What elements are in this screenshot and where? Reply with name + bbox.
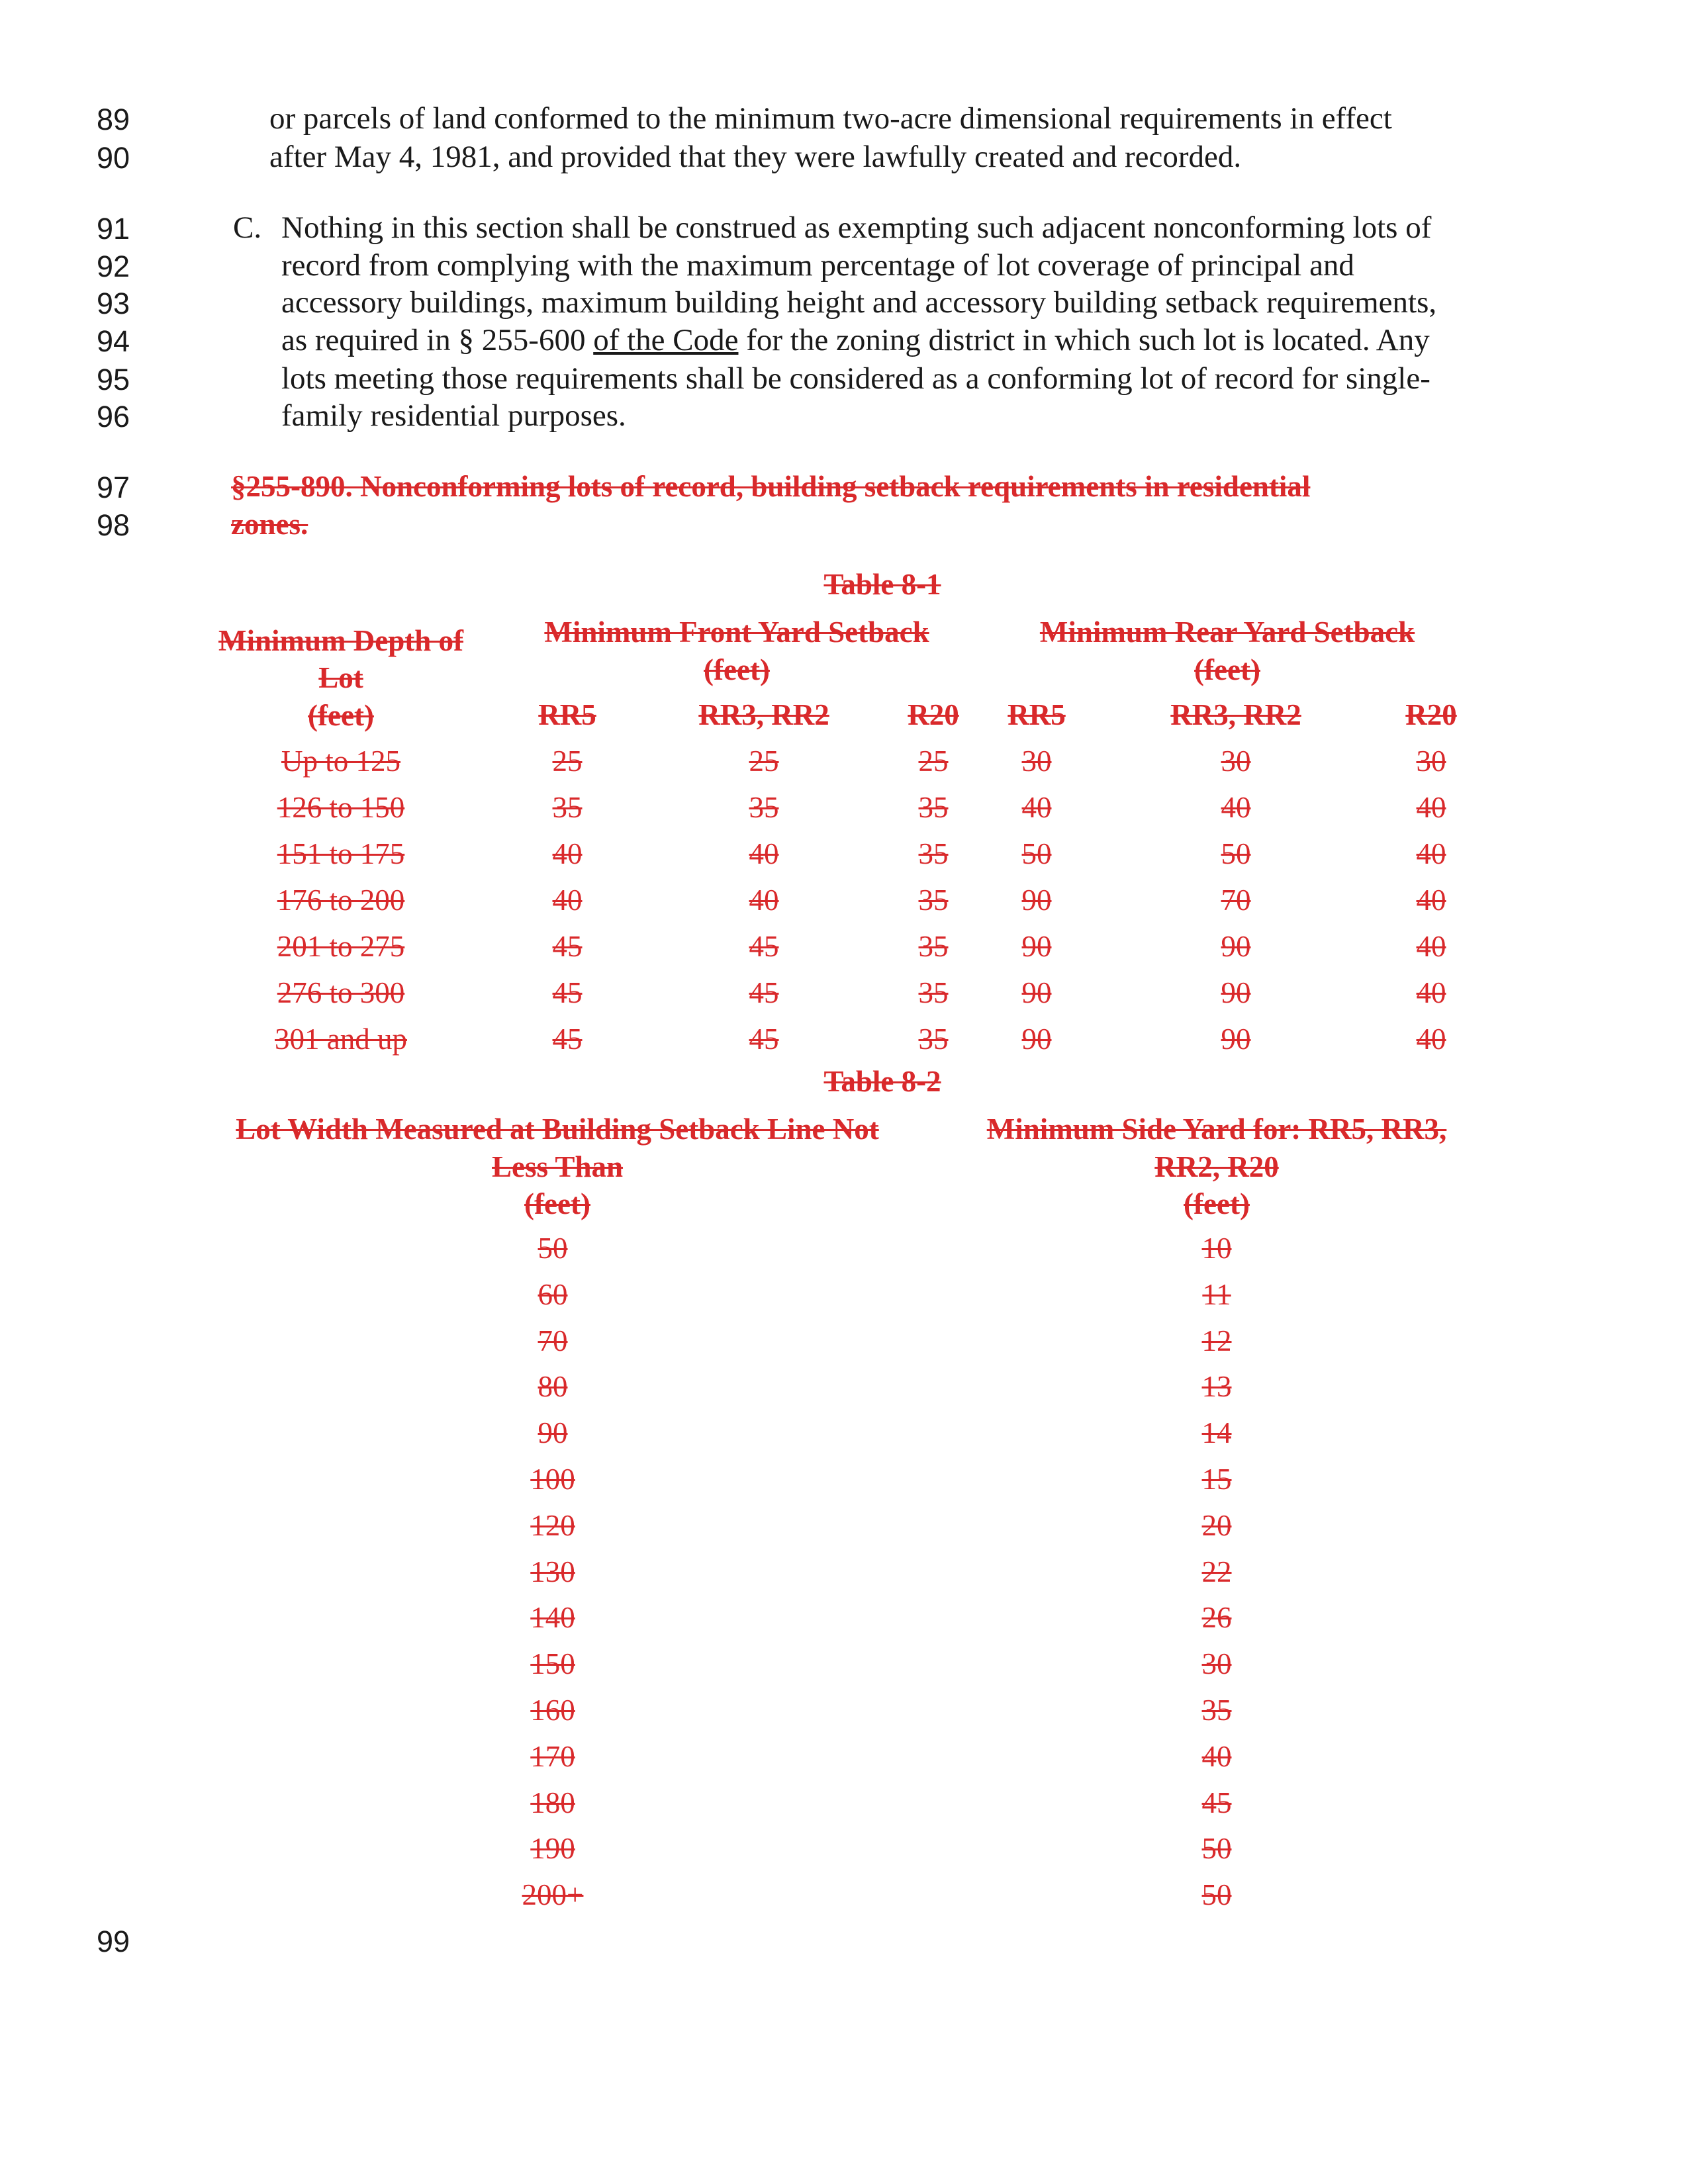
table-cell-side: 40 xyxy=(1201,1739,1232,1773)
table-cell-depth: 176 to 200 xyxy=(277,884,405,917)
table-cell-r-rr3: 30 xyxy=(1221,745,1251,778)
table-cell-width: 50 xyxy=(538,1232,568,1265)
table-cell-f-rr3: 35 xyxy=(749,791,779,824)
table-cell-width: 120 xyxy=(530,1508,575,1542)
table-cell-f-r20: 35 xyxy=(918,791,949,824)
table-cell-r-r20: 40 xyxy=(1416,837,1446,870)
table-cell-width: 90 xyxy=(538,1416,568,1450)
table-cell-r-rr5: 90 xyxy=(1021,930,1052,963)
table-cell-side: 50 xyxy=(1201,1832,1232,1866)
table-cell-depth: 301 and up xyxy=(275,1023,407,1056)
table-cell-r-r20: 40 xyxy=(1416,791,1446,824)
table-cell-side: 10 xyxy=(1201,1232,1232,1265)
table-header: (feet) xyxy=(1184,1187,1250,1220)
line-number: 96 xyxy=(97,400,130,433)
table-cell-r-rr3: 90 xyxy=(1221,1023,1251,1056)
table-header: Minimum Rear Yard Setback xyxy=(1039,615,1415,649)
table-cell-side: 11 xyxy=(1202,1277,1231,1311)
line-number: 94 xyxy=(97,324,130,358)
table-cell-side: 26 xyxy=(1201,1601,1232,1635)
table-subheader: RR5 xyxy=(538,698,596,731)
table-header: Less Than xyxy=(491,1150,624,1183)
table-header: RR2, R20 xyxy=(1154,1150,1279,1183)
table-cell-r-r20: 40 xyxy=(1416,1023,1446,1056)
paragraph-c-line: Nothing in this section shall be construed as exempting such adjacent nonconforming lots of xyxy=(281,210,1432,245)
line-number: 91 xyxy=(97,212,130,246)
table-cell-r-r20: 30 xyxy=(1416,745,1446,778)
table-cell-f-rr5: 45 xyxy=(552,976,583,1009)
table-header: Lot Width Measured at Building Setback Line Not xyxy=(236,1113,879,1146)
table-cell-width: 60 xyxy=(538,1277,568,1311)
table-cell-r-rr5: 40 xyxy=(1021,791,1052,824)
code-reference-text: as required in § 255-600 xyxy=(281,323,594,357)
table-cell-f-r20: 35 xyxy=(918,837,949,870)
table-header: Minimum Front Yard Setback xyxy=(544,615,929,649)
table-cell-f-r20: 35 xyxy=(918,1023,949,1056)
table-cell-width: 80 xyxy=(538,1370,568,1404)
table-cell-side: 22 xyxy=(1201,1555,1232,1588)
table-cell-width: 200+ xyxy=(522,1878,584,1912)
table-cell-f-rr5: 40 xyxy=(552,884,583,917)
line-number: 98 xyxy=(97,508,130,542)
table-cell-r-rr3: 40 xyxy=(1221,791,1251,824)
paragraph-c-line: family residential purposes. xyxy=(281,398,626,433)
section-heading: zones. xyxy=(231,508,308,541)
table-cell-side: 35 xyxy=(1201,1694,1232,1727)
table-cell-r-rr5: 30 xyxy=(1021,745,1052,778)
paragraph-c-label: C. xyxy=(233,210,262,245)
table-title: Table 8-1 xyxy=(823,568,941,601)
table-header: (feet) xyxy=(704,653,770,686)
table-subheader: RR3, RR2 xyxy=(1170,698,1301,731)
table-cell-side: 13 xyxy=(1201,1370,1232,1404)
table-cell-f-rr3: 40 xyxy=(749,884,779,917)
paragraph-c-line: accessory buildings, maximum building height and accessory building setback requirements, xyxy=(281,285,1437,320)
table-cell-f-rr3: 45 xyxy=(749,976,779,1009)
table-header: Lot xyxy=(318,661,363,694)
table-cell-side: 15 xyxy=(1201,1463,1232,1496)
table-cell-width: 130 xyxy=(530,1555,575,1588)
line-number: 99 xyxy=(97,1925,130,1958)
line-number: 95 xyxy=(97,363,130,396)
table-cell-width: 180 xyxy=(530,1786,575,1819)
line-number: 93 xyxy=(97,287,130,320)
table-cell-width: 150 xyxy=(530,1647,575,1681)
table-header: (feet) xyxy=(524,1187,590,1220)
table-cell-depth: 151 to 175 xyxy=(277,837,405,870)
table-header: Minimum Side Yard for: RR5, RR3, xyxy=(986,1113,1447,1146)
code-reference-text: for the zoning district in which such lot is located. Any xyxy=(738,323,1430,357)
table-cell-side: 45 xyxy=(1201,1786,1232,1819)
table-cell-f-rr3: 25 xyxy=(749,745,779,778)
table-cell-f-r20: 25 xyxy=(918,745,949,778)
section-heading: §255-890. Nonconforming lots of record, building setback requirements in residential xyxy=(231,470,1311,503)
table-subheader: R20 xyxy=(908,698,959,731)
table-title: Table 8-2 xyxy=(823,1065,941,1098)
table-header: (feet) xyxy=(308,699,374,732)
table-cell-r-rr3: 90 xyxy=(1221,930,1251,963)
line-number: 90 xyxy=(97,141,130,175)
table-subheader: RR3, RR2 xyxy=(698,698,829,731)
table-cell-side: 30 xyxy=(1201,1647,1232,1681)
table-cell-f-rr3: 40 xyxy=(749,837,779,870)
table-cell-f-rr5: 25 xyxy=(552,745,583,778)
table-header: (feet) xyxy=(1194,653,1260,686)
table-cell-f-rr3: 45 xyxy=(749,930,779,963)
table-subheader: RR5 xyxy=(1008,698,1066,731)
table-cell-width: 140 xyxy=(530,1601,575,1635)
table-cell-r-rr5: 90 xyxy=(1021,884,1052,917)
table-cell-f-rr5: 45 xyxy=(552,1023,583,1056)
table-cell-depth: Up to 125 xyxy=(281,745,400,778)
table-cell-r-r20: 40 xyxy=(1416,930,1446,963)
table-cell-r-rr3: 90 xyxy=(1221,976,1251,1009)
table-cell-depth: 276 to 300 xyxy=(277,976,405,1009)
table-cell-f-rr3: 45 xyxy=(749,1023,779,1056)
paragraph-b-line: or parcels of land conformed to the minimum two-acre dimensional requirements in effect xyxy=(269,101,1392,136)
table-cell-r-rr5: 90 xyxy=(1021,976,1052,1009)
paragraph-c-line: lots meeting those requirements shall be considered as a conforming lot of record for single- xyxy=(281,361,1430,396)
table-header: Minimum Depth of xyxy=(218,624,463,657)
line-number: 89 xyxy=(97,103,130,136)
table-cell-f-r20: 35 xyxy=(918,884,949,917)
table-cell-side: 12 xyxy=(1201,1324,1232,1357)
table-cell-f-rr5: 45 xyxy=(552,930,583,963)
table-cell-r-rr3: 50 xyxy=(1221,837,1251,870)
table-cell-depth: 126 to 150 xyxy=(277,791,405,824)
table-subheader: R20 xyxy=(1405,698,1457,731)
table-cell-f-rr5: 40 xyxy=(552,837,583,870)
table-cell-width: 70 xyxy=(538,1324,568,1357)
code-link[interactable]: of the Code xyxy=(593,323,739,357)
table-cell-width: 170 xyxy=(530,1739,575,1773)
table-cell-depth: 201 to 275 xyxy=(277,930,405,963)
table-cell-f-r20: 35 xyxy=(918,930,949,963)
table-cell-width: 160 xyxy=(530,1694,575,1727)
paragraph-c-line xyxy=(281,321,1430,359)
table-cell-width: 190 xyxy=(530,1832,575,1866)
table-cell-r-rr5: 50 xyxy=(1021,837,1052,870)
table-cell-side: 20 xyxy=(1201,1508,1232,1542)
line-number: 97 xyxy=(97,471,130,504)
line-number: 92 xyxy=(97,250,130,283)
table-cell-r-r20: 40 xyxy=(1416,884,1446,917)
table-cell-f-r20: 35 xyxy=(918,976,949,1009)
table-cell-r-rr5: 90 xyxy=(1021,1023,1052,1056)
table-cell-width: 100 xyxy=(530,1463,575,1496)
table-cell-side: 14 xyxy=(1201,1416,1232,1450)
table-cell-r-rr3: 70 xyxy=(1221,884,1251,917)
paragraph-b-line: after May 4, 1981, and provided that they were lawfully created and recorded. xyxy=(269,140,1242,174)
table-cell-f-rr5: 35 xyxy=(552,791,583,824)
table-cell-r-r20: 40 xyxy=(1416,976,1446,1009)
paragraph-c-line: record from complying with the maximum percentage of lot coverage of principal and xyxy=(281,248,1354,283)
table-cell-side: 50 xyxy=(1201,1878,1232,1912)
